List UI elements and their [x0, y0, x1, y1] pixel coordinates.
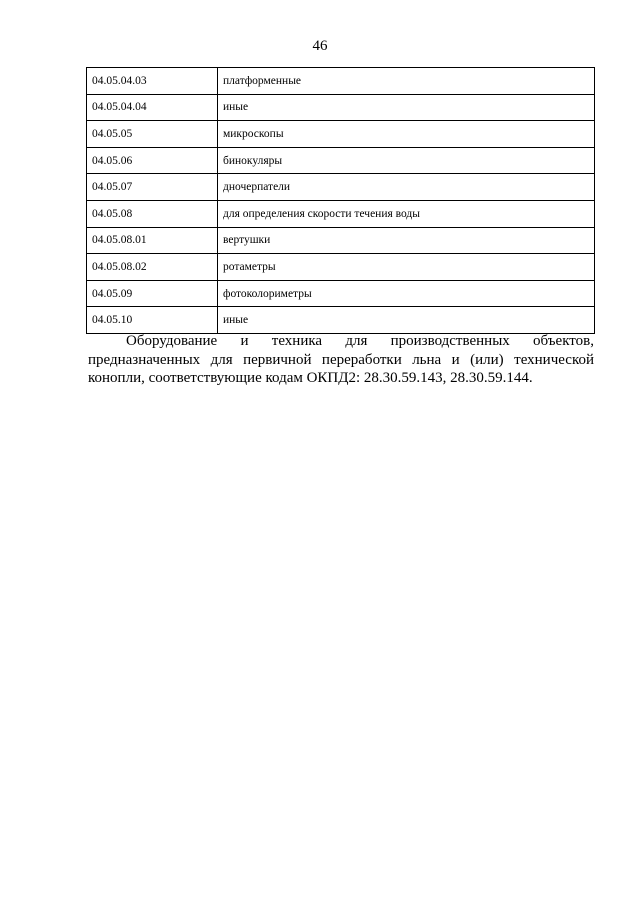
- body-paragraph: Оборудование и техника для производственных объектов, предназначенных для первичной переработки льна и (или) технической конопли, соответствующие кодам ОКПД2: 28.30.59.143, 28.30.59.144.: [88, 333, 594, 386]
- row-name: дночерпатели: [218, 174, 595, 201]
- row-name: бинокуляры: [218, 147, 595, 174]
- row-name: иные: [218, 94, 595, 121]
- table-row: [87, 200, 595, 227]
- row-name: фотоколориметры: [218, 280, 595, 307]
- row-code: 04.05.08.02: [87, 254, 218, 281]
- table-row: [87, 174, 595, 201]
- row-code: 04.05.10: [87, 307, 218, 334]
- row-code: 04.05.07: [87, 174, 218, 201]
- row-code: 04.05.09: [87, 280, 218, 307]
- codes-table: [86, 67, 595, 334]
- table-row: [87, 147, 595, 174]
- table-row: [87, 307, 595, 334]
- table-row: [87, 280, 595, 307]
- row-name: ротаметры: [218, 254, 595, 281]
- row-name: микроскопы: [218, 121, 595, 148]
- table-row: [87, 121, 595, 148]
- table-row: [87, 68, 595, 95]
- row-code: 04.05.04.04: [87, 94, 218, 121]
- row-code: 04.05.08.01: [87, 227, 218, 254]
- row-name: иные: [218, 307, 595, 334]
- row-code: 04.05.06: [87, 147, 218, 174]
- table-row: [87, 254, 595, 281]
- table-row: [87, 94, 595, 121]
- row-name: платформенные: [218, 68, 595, 95]
- table-row: [87, 227, 595, 254]
- row-name: вертушки: [218, 227, 595, 254]
- row-name: для определения скорости течения воды: [218, 200, 595, 227]
- row-code: 04.05.08: [87, 200, 218, 227]
- page-number: 46: [312, 38, 328, 54]
- row-code: 04.05.05: [87, 121, 218, 148]
- row-code: 04.05.04.03: [87, 68, 218, 95]
